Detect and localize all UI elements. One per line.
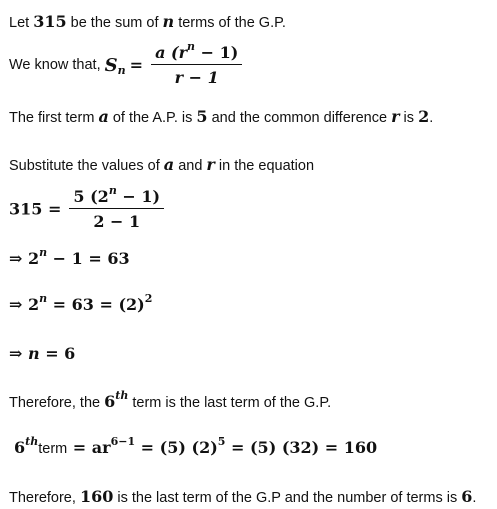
text: Therefore, (9, 490, 76, 506)
math-variable: n (162, 12, 175, 31)
sentence-conclusion (9, 487, 476, 506)
text: Therefore, the (9, 395, 101, 411)
text: is (403, 110, 415, 126)
math-fraction-substituted: $\frac{5 (2^n - 1)}{2 - 1}$ (69, 187, 164, 231)
math-value: 5 (196, 107, 208, 126)
equation-step-2: ⇒ $2^n = 63 = (2)^2$ (9, 292, 153, 314)
math-value: 2 (418, 107, 430, 126)
sentence-substitute (9, 155, 314, 174)
sentence-sum-formula (9, 40, 246, 87)
math-ordinal: 6th (14, 435, 39, 457)
text: and (178, 158, 203, 174)
equation-sixth-term (14, 435, 378, 457)
text: in the equation (218, 158, 315, 174)
text: We know that, (9, 57, 101, 73)
math-value: 6 (461, 487, 473, 506)
text: be the sum of (70, 15, 159, 31)
sentence-first-term (9, 107, 433, 126)
math-fraction-sum: $\frac{a (r^n - 1)}{r - 1}$ (151, 43, 242, 87)
sentence-sum-definition (9, 12, 286, 31)
math-sum-symbol: $S_n$ (104, 54, 126, 77)
text: Let (9, 15, 30, 31)
text: Substitute the values of (9, 158, 160, 174)
text: is the last term of the G.P and the number of terms is (117, 490, 458, 506)
text: term is the last term of the G.P. (132, 395, 332, 411)
sentence-last-term (9, 389, 332, 411)
math-lhs: 315 = (9, 199, 62, 219)
equation-step-1: ⇒ $2^n - 1 = 63$ (9, 246, 130, 268)
math-variable: r (391, 107, 400, 126)
math-value: 315 (33, 12, 67, 31)
math-variable: a (98, 107, 109, 126)
text: . (429, 110, 434, 126)
text: term (38, 441, 68, 457)
text: The first term (9, 110, 95, 126)
text: and the common difference (211, 110, 388, 126)
math-variable: a (163, 155, 175, 174)
text: of the A.P. is (112, 110, 193, 126)
math-value: 160 (79, 487, 114, 506)
text: terms of the G.P. (178, 15, 286, 31)
math-variable: r (206, 155, 215, 174)
math-expression: = $ar^{6-1} = (5) (2)^5 = (5) (32) = 160$ (67, 435, 378, 457)
equation-result-n: ⇒ n = 6 (9, 344, 76, 363)
equation-substituted (9, 184, 168, 231)
math-ordinal: 6th (104, 389, 129, 411)
text: . (472, 490, 477, 506)
math-equals: = (129, 55, 144, 75)
